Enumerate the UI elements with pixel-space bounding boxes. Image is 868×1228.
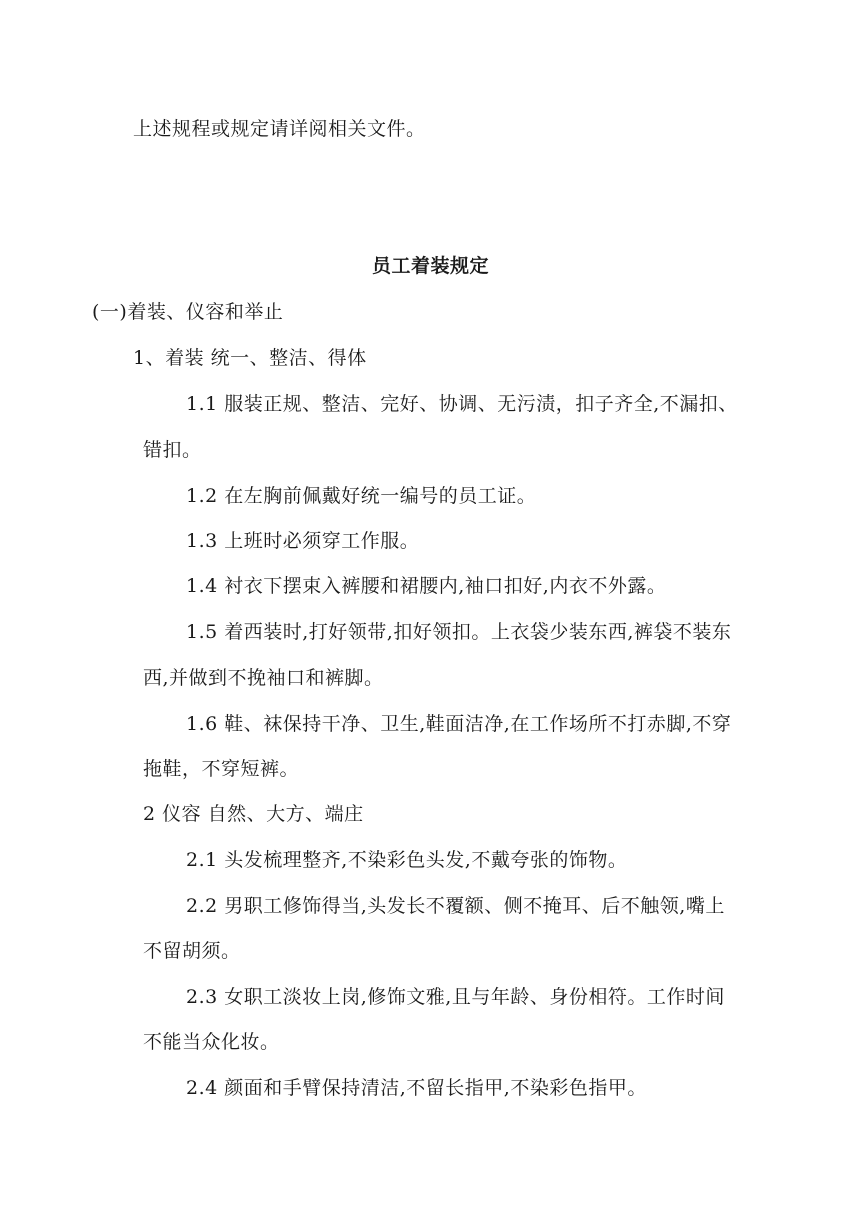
item-1-1-line1: 1.1 服装正规、整洁、完好、协调、无污渍，扣子齐全,不漏扣、 — [186, 393, 738, 415]
item-1-1-line2: 错扣。 — [143, 439, 202, 461]
item-1-5-line2: 西,并做到不挽袖口和裤脚。 — [143, 667, 384, 689]
item-2-2-line1: 2.2 男职工修饰得当,头发长不覆额、侧不掩耳、后不触领,嘴上 — [186, 895, 725, 917]
item-1-2: 1.2 在左胸前佩戴好统一编号的员工证。 — [186, 485, 537, 507]
item-2-4: 2.4 颜面和手臂保持清洁,不留长指甲,不染彩色指甲。 — [186, 1077, 647, 1099]
part1-heading: 1、着装 统一、整洁、得体 — [133, 347, 367, 369]
item-2-3-line1: 2.3 女职工淡妆上岗,修饰文雅,且与年龄、身份相符。工作时间 — [186, 986, 725, 1008]
item-1-4: 1.4 衬衣下摆束入裤腰和裙腰内,袖口扣好,内衣不外露。 — [186, 575, 667, 597]
item-1-5-line1: 1.5 着西装时,打好领带,扣好领扣。上衣袋少装东西,裤袋不装东 — [186, 621, 732, 643]
item-1-6-line2: 拖鞋，不穿短裤。 — [143, 758, 300, 780]
section-heading: (一)着装、仪容和举止 — [92, 301, 284, 323]
item-2-3-line2: 不能当众化妆。 — [143, 1031, 280, 1053]
item-1-3: 1.3 上班时必须穿工作服。 — [186, 530, 420, 552]
page-title: 员工着装规定 — [372, 255, 490, 277]
item-2-2-line2: 不留胡须。 — [143, 940, 241, 962]
item-2-1: 2.1 头发梳理整齐,不染彩色头发,不戴夸张的饰物。 — [186, 849, 628, 871]
item-1-6-line1: 1.6 鞋、袜保持干净、卫生,鞋面洁净,在工作场所不打赤脚,不穿 — [186, 713, 732, 735]
intro-text: 上述规程或规定请详阅相关文件。 — [133, 118, 426, 140]
part2-heading: 2 仪容 自然、大方、端庄 — [143, 803, 364, 825]
